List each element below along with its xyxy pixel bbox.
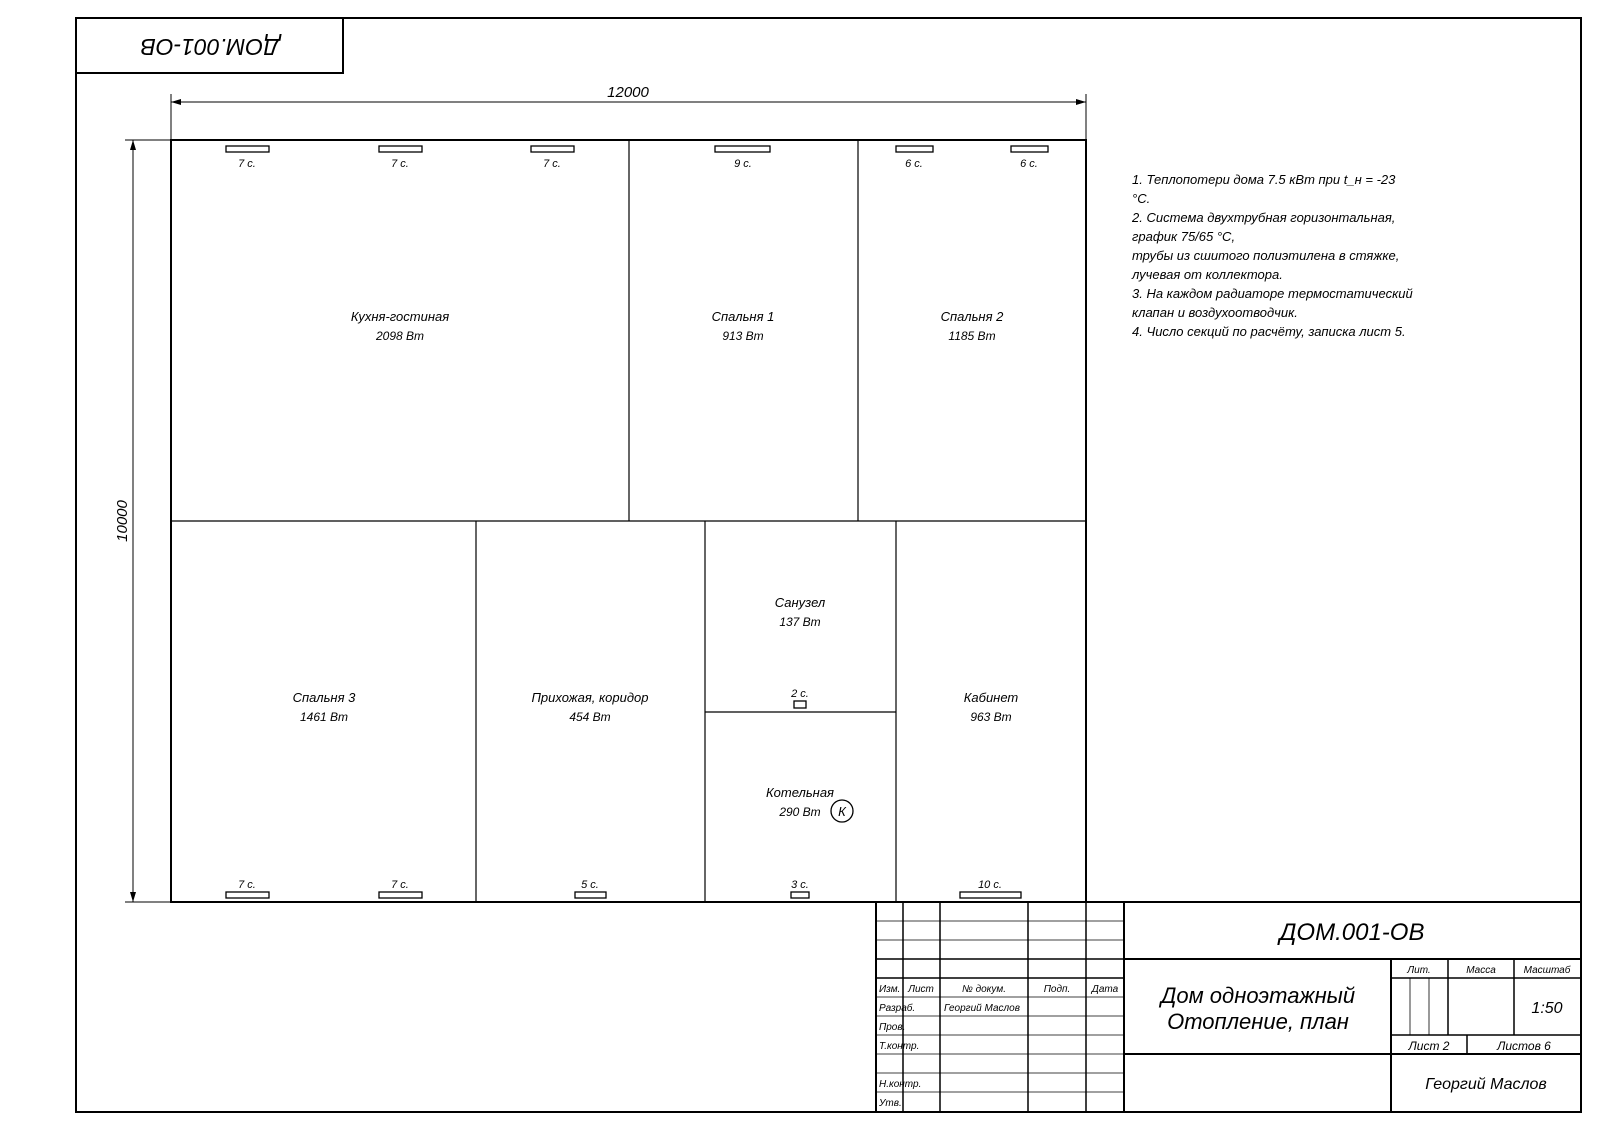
col-sign: Подп. <box>1043 984 1071 995</box>
room-kitchen-living <box>351 309 449 343</box>
col-doc: № докум. <box>961 984 1007 995</box>
room-study <box>964 690 1019 724</box>
radiator-sections: 7 с. <box>391 158 409 170</box>
radiator <box>226 146 269 170</box>
role-developer: Разраб. <box>879 1003 916 1014</box>
room-name: Кухня-гостиная <box>350 309 450 324</box>
room-power: 913 Вт <box>722 329 764 343</box>
room-power: 963 Вт <box>970 710 1012 724</box>
stamp-code: ДОМ.001-ОВ <box>140 33 280 60</box>
mass-label: Масса <box>1466 965 1496 976</box>
role-checker: Пров. <box>879 1022 906 1033</box>
radiator <box>791 879 809 898</box>
room-bedroom-1 <box>712 309 775 343</box>
note-line: лучевая от коллектора. <box>1132 267 1283 282</box>
drawing-title-line1: Дом одноэтажный <box>1160 983 1356 1008</box>
width-dimension-label: 12000 <box>607 84 649 101</box>
radiator-sections: 7 с. <box>543 158 561 170</box>
note-line: 2. Система двухтрубная горизонтальная, <box>1132 210 1396 225</box>
radiator-sections: 7 с. <box>391 879 409 891</box>
height-dimension-label: 10000 <box>114 500 131 542</box>
note-line: график 75/65 °С, <box>1132 229 1236 244</box>
radiator <box>575 879 606 898</box>
boiler-symbol-label: К <box>838 804 846 819</box>
room-power: 2098 Вт <box>375 329 425 343</box>
radiator <box>960 879 1021 898</box>
radiator-sections: 6 с. <box>1020 158 1038 170</box>
note-line: 4. Число секций по расчёту, записка лист 5. <box>1132 324 1406 339</box>
radiator <box>715 146 770 170</box>
note-line: клапан и воздухоотводчик. <box>1132 305 1298 320</box>
radiator-sections: 3 с. <box>791 879 809 891</box>
room-hallway <box>532 690 649 724</box>
room-power: 1461 Вт <box>299 710 349 724</box>
radiator <box>379 879 422 898</box>
radiator-sections: 10 с. <box>978 879 1002 891</box>
room-name: Спальня 3 <box>292 690 356 705</box>
title-block <box>876 902 1581 1112</box>
note-line: °С. <box>1132 191 1151 206</box>
room-name: Кабинет <box>963 690 1019 705</box>
lit-label: Лит. <box>1407 965 1431 976</box>
room-bedroom-2 <box>941 309 1005 343</box>
room-name: Котельная <box>765 785 835 800</box>
role-norm-control: Н.контр. <box>879 1079 922 1090</box>
radiator <box>1011 146 1048 170</box>
radiator-sections: 5 с. <box>581 879 599 891</box>
room-name: Прихожая, коридор <box>531 690 649 705</box>
radiator <box>531 146 574 170</box>
width-dimension <box>171 84 1086 140</box>
col-date: Дата <box>1091 984 1119 995</box>
room-power: 454 Вт <box>569 710 611 724</box>
note-line: 3. На каждом радиаторе термостатический <box>1132 286 1413 301</box>
note-line: трубы из сшитого полиэтилена в стяжке, <box>1132 248 1400 263</box>
room-power: 137 Вт <box>779 615 821 629</box>
col-list: Лист <box>908 984 934 995</box>
radiator-sections: 6 с. <box>905 158 923 170</box>
room-name: Санузел <box>774 595 826 610</box>
room-power: 1185 Вт <box>948 329 996 343</box>
organization: Георгий Маслов <box>1425 1076 1547 1093</box>
col-izm: Изм. <box>879 984 901 995</box>
radiator <box>896 146 933 170</box>
room-name: Спальня 1 <box>711 309 775 324</box>
role-approved: Утв. <box>879 1098 902 1109</box>
room-name: Спальня 2 <box>940 309 1004 324</box>
room-bathroom <box>775 595 826 629</box>
room-bedroom-3 <box>293 690 357 724</box>
radiator-sections: 9 с. <box>734 158 752 170</box>
height-dimension <box>114 140 171 902</box>
sheet-count: Листов 6 <box>1497 1039 1551 1053</box>
radiator-sections: 2 с. <box>791 688 809 700</box>
sheet-number: Лист 2 <box>1408 1039 1450 1053</box>
notes <box>1131 172 1413 339</box>
scale-label: Масштаб <box>1523 965 1571 976</box>
radiator <box>226 879 269 898</box>
radiator <box>790 688 809 708</box>
drawing-title-line2: Отопление, план <box>1167 1009 1349 1034</box>
radiator-sections: 7 с. <box>238 879 256 891</box>
role-tech-control: Т.контр. <box>879 1041 920 1052</box>
radiator <box>379 146 422 170</box>
floor-plan <box>171 140 1086 902</box>
radiator-sections: 7 с. <box>238 158 256 170</box>
room-boiler <box>766 785 853 822</box>
developer-name: Георгий Маслов <box>944 1003 1020 1014</box>
room-power: 290 Вт <box>779 805 821 819</box>
note-line: 1. Теплопотери дома 7.5 кВт при t_н = -23 <box>1132 172 1396 187</box>
scale-value: 1:50 <box>1531 1000 1563 1017</box>
document-code: ДОМ.001-ОВ <box>1279 919 1425 946</box>
